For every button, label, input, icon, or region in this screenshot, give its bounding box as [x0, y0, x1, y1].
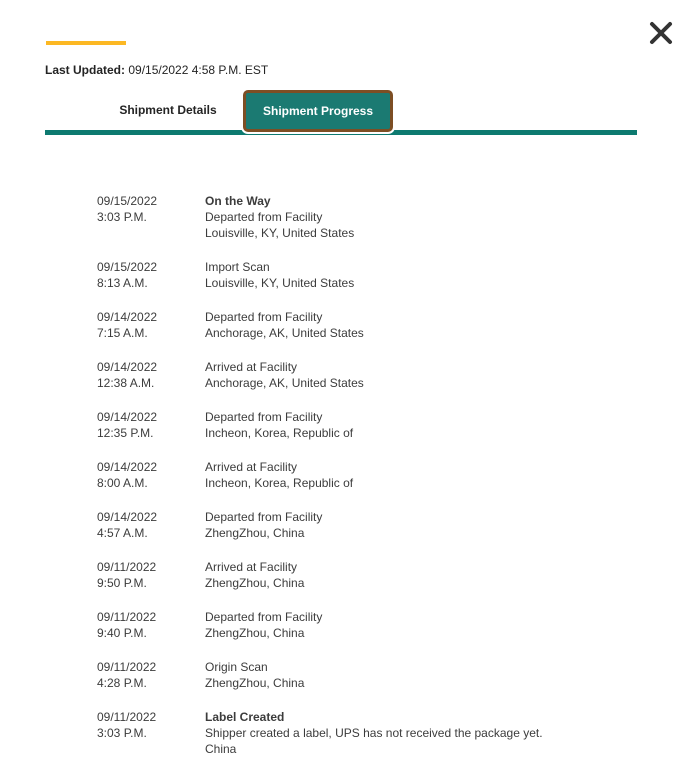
event-line: ZhengZhou, China: [205, 676, 305, 690]
event-line: ZhengZhou, China: [205, 526, 305, 540]
timeline-event: [97, 459, 657, 491]
event-time: 4:28 P.M.: [97, 676, 147, 690]
event-time: 12:38 A.M.: [97, 376, 155, 390]
timeline-event: [97, 409, 657, 441]
event-time: 8:00 A.M.: [97, 476, 148, 490]
event-date: 09/11/2022: [97, 560, 157, 574]
event-datetime: [97, 509, 205, 541]
shipment-progress-timeline: [97, 193, 657, 775]
timeline-event: [97, 609, 657, 641]
event-date: 09/15/2022: [97, 194, 158, 208]
event-details: [205, 459, 657, 491]
event-line: ZhengZhou, China: [205, 626, 305, 640]
event-date: 09/14/2022: [97, 460, 158, 474]
event-date: 09/15/2022: [97, 260, 158, 274]
event-datetime: [97, 359, 205, 391]
timeline-event: [97, 559, 657, 591]
event-line: Incheon, Korea, Republic of: [205, 476, 354, 490]
event-line: Departed from Facility: [205, 610, 323, 624]
event-datetime: [97, 559, 205, 591]
event-line: Louisville, KY, United States: [205, 276, 355, 290]
event-line: Departed from Facility: [205, 510, 323, 524]
gold-accent-line: [46, 41, 126, 45]
event-datetime: [97, 409, 205, 441]
event-date: 09/14/2022: [97, 410, 158, 424]
event-line: China: [205, 742, 237, 756]
timeline-event: [97, 509, 657, 541]
event-date: 09/11/2022: [97, 710, 157, 724]
event-datetime: [97, 709, 205, 757]
last-updated-label: Last Updated:: [45, 63, 126, 77]
timeline-event: [97, 709, 657, 757]
event-date: 09/11/2022: [97, 610, 157, 624]
event-title: Label Created: [205, 710, 285, 724]
event-datetime: [97, 459, 205, 491]
event-date: 09/11/2022: [97, 660, 157, 674]
tab-shipment-progress[interactable]: Shipment Progress: [243, 90, 393, 132]
event-line: Louisville, KY, United States: [205, 226, 355, 240]
event-line: ZhengZhou, China: [205, 576, 305, 590]
event-line: Departed from Facility: [205, 310, 323, 324]
close-button[interactable]: [645, 18, 677, 50]
timeline-event: [97, 359, 657, 391]
event-line: Departed from Facility: [205, 210, 323, 224]
event-date: 09/14/2022: [97, 510, 158, 524]
event-line: Anchorage, AK, United States: [205, 326, 364, 340]
event-line: Shipper created a label, UPS has not received the package yet.: [205, 726, 543, 740]
event-time: 3:03 P.M.: [97, 726, 147, 740]
event-time: 9:40 P.M.: [97, 626, 147, 640]
event-line: Import Scan: [205, 260, 270, 274]
event-details: [205, 359, 657, 391]
event-time: 3:03 P.M.: [97, 210, 147, 224]
tab-shipment-details[interactable]: Shipment Details: [93, 90, 243, 130]
event-details: [205, 309, 657, 341]
event-date: 09/14/2022: [97, 310, 158, 324]
event-line: Arrived at Facility: [205, 560, 298, 574]
timeline-event: [97, 259, 657, 291]
last-updated-text: [45, 63, 268, 77]
event-details: [205, 659, 657, 691]
close-icon: [648, 20, 674, 49]
event-line: Anchorage, AK, United States: [205, 376, 364, 390]
event-time: 4:57 A.M.: [97, 526, 148, 540]
event-title: On the Way: [205, 194, 271, 208]
event-time: 9:50 P.M.: [97, 576, 147, 590]
timeline-event: [97, 309, 657, 341]
tab-bar: [93, 90, 393, 132]
event-date: 09/14/2022: [97, 360, 158, 374]
event-datetime: [97, 609, 205, 641]
event-time: 8:13 A.M.: [97, 276, 148, 290]
event-line: Arrived at Facility: [205, 460, 298, 474]
event-details: [205, 409, 657, 441]
event-line: Departed from Facility: [205, 410, 323, 424]
timeline-event: [97, 659, 657, 691]
event-details: [205, 509, 657, 541]
event-time: 12:35 P.M.: [97, 426, 154, 440]
event-datetime: [97, 259, 205, 291]
event-line: Incheon, Korea, Republic of: [205, 426, 354, 440]
event-details: [205, 609, 657, 641]
event-time: 7:15 A.M.: [97, 326, 148, 340]
event-details: [205, 559, 657, 591]
event-details: [205, 709, 657, 757]
event-line: Arrived at Facility: [205, 360, 298, 374]
last-updated-value: 09/15/2022 4:58 P.M. EST: [125, 63, 269, 77]
event-details: [205, 259, 657, 291]
event-details: [205, 193, 657, 241]
event-datetime: [97, 309, 205, 341]
event-datetime: [97, 193, 205, 241]
event-datetime: [97, 659, 205, 691]
timeline-event: [97, 193, 657, 241]
event-line: Origin Scan: [205, 660, 268, 674]
